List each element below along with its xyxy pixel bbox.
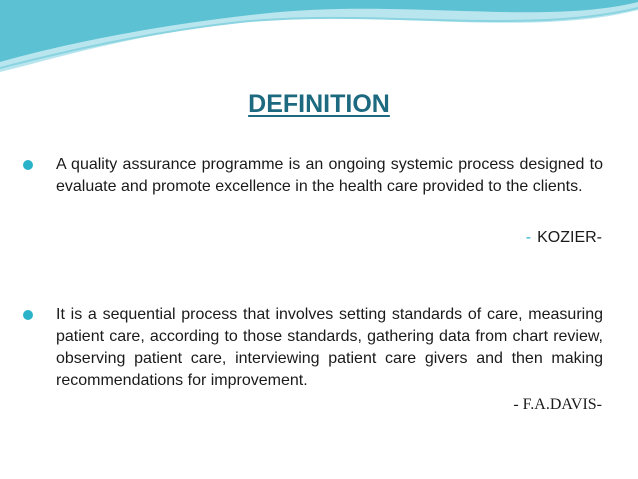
bullet-icon: [23, 160, 33, 170]
bullet-text-1: A quality assurance programme is an ongoing systemic process designed to evaluate and promote excellence in the health care provided to the clients.: [56, 156, 603, 195]
wave-front: [0, 0, 638, 62]
bullet-item-1: [23, 154, 603, 198]
citation-fadavis: - F.A.DAVIS-: [513, 396, 602, 413]
bullet-icon: [23, 310, 33, 320]
slide-title: DEFINITION: [248, 90, 390, 118]
bullet-text-2: It is a sequential process that involves setting standards of care, measuring patient care, according to those standards, gathering data from chart review, observing patient care, interviewing patient care givers and then making recommendations for improvement.: [56, 306, 603, 389]
citation-kozier-text: KOZIER-: [537, 229, 602, 246]
citation-dash: -: [525, 229, 532, 246]
bullet-item-2: [23, 304, 603, 392]
header-wave-decoration: [0, 0, 638, 75]
citation-kozier: [526, 229, 602, 247]
